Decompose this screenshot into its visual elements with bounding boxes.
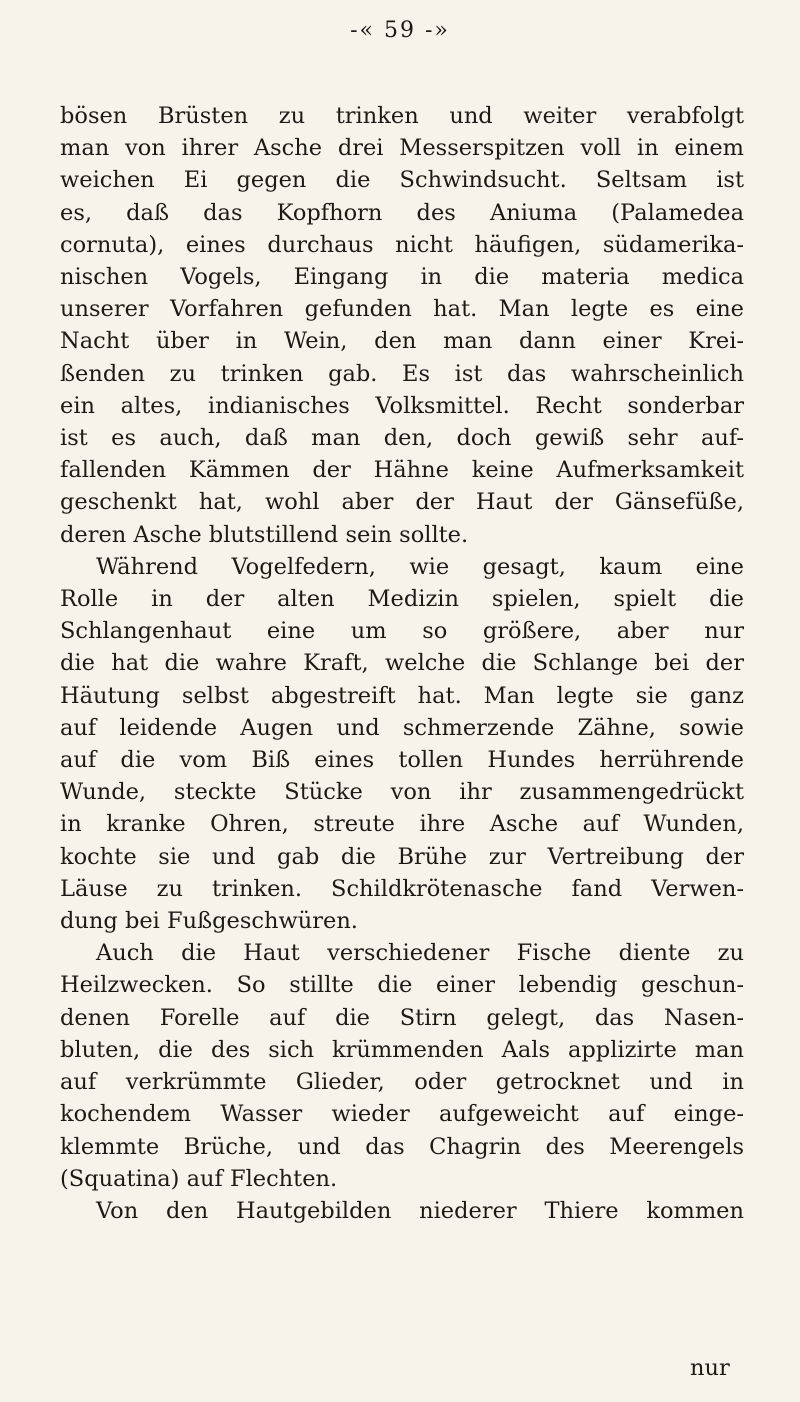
text-line: weichen Ei gegen die Schwindsucht. Seltsam ist xyxy=(60,167,744,194)
text-line: Rolle in der alten Medizin spielen, spielt die xyxy=(60,586,744,613)
body-text xyxy=(60,100,744,1227)
text-line: unserer Vorfahren gefunden hat. Man legte es eine xyxy=(60,296,744,323)
page-number: -« 59 -» xyxy=(350,18,450,43)
text-line: Von den Hautgebilden niederer Thiere kommen xyxy=(96,1197,744,1224)
text-line: Wunde, steckte Stücke von ihr zusammengedrückt xyxy=(60,779,744,806)
text-line: auf leidende Augen und schmerzende Zähne, sowie xyxy=(60,714,744,741)
text-line: dung bei Fußgeschwüren. xyxy=(60,908,358,935)
text-line: bluten, die des sich krümmenden Aals applizirte man xyxy=(60,1036,744,1063)
text-line: Schlangenhaut eine um so größere, aber nur xyxy=(60,618,744,645)
text-line: geschenkt hat, wohl aber der Haut der Gänsefüße, xyxy=(60,489,744,516)
text-line: nischen Vogels, Eingang in die materia medica xyxy=(60,264,744,291)
text-line: denen Forelle auf die Stirn gelegt, das Nasen- xyxy=(60,1004,744,1031)
text-line: Nacht über in Wein, den man dann einer Krei- xyxy=(60,328,744,355)
text-line: Heilzwecken. So stillte die einer lebendig geschun- xyxy=(60,972,744,999)
text-line: deren Asche blutstillend sein sollte. xyxy=(60,521,469,548)
text-line: ein altes, indianisches Volksmittel. Recht sonderbar xyxy=(60,392,744,419)
text-line: Läuse zu trinken. Schildkrötenasche fand Verwen- xyxy=(60,875,744,902)
catchword: nur xyxy=(690,1355,730,1381)
text-line: ßenden zu trinken gab. Es ist das wahrscheinlich xyxy=(60,360,744,387)
text-line: die hat die wahre Kraft, welche die Schlange bei der xyxy=(60,650,744,677)
text-line: in kranke Ohren, streute ihre Asche auf Wunden, xyxy=(60,811,744,838)
text-line: man von ihrer Asche drei Messerspitzen voll in einem xyxy=(60,135,744,162)
text-line: kochte sie und gab die Brühe zur Vertreibung der xyxy=(60,843,744,870)
text-line: bösen Brüsten zu trinken und weiter verabfolgt xyxy=(60,103,744,129)
text-line: Auch die Haut verschiedener Fische diente zu xyxy=(96,940,744,967)
text-line: Häutung selbst abgestreift hat. Man legte sie ganz xyxy=(60,682,744,709)
text-line: es, daß das Kopfhorn des Aniuma (Palamedea xyxy=(60,199,744,226)
text-line: fallenden Kämmen der Hähne keine Aufmerksamkeit xyxy=(60,457,744,484)
text-line: auf die vom Biß eines tollen Hundes herrührende xyxy=(60,747,744,774)
text-line: ist es auch, daß man den, doch gewiß sehr auf- xyxy=(60,425,744,452)
text-line: Während Vogelfedern, wie gesagt, kaum eine xyxy=(96,553,744,580)
text-line: kochendem Wasser wieder aufgeweicht auf einge- xyxy=(60,1101,744,1128)
text-line: (Squatina) auf Flechten. xyxy=(60,1165,338,1192)
text-line: auf verkrümmte Glieder, oder getrocknet und in xyxy=(60,1069,744,1096)
text-line: klemmte Brüche, und das Chagrin des Meerengels xyxy=(60,1133,744,1160)
text-line: cornuta), eines durchaus nicht häufigen, südamerika- xyxy=(60,231,744,258)
